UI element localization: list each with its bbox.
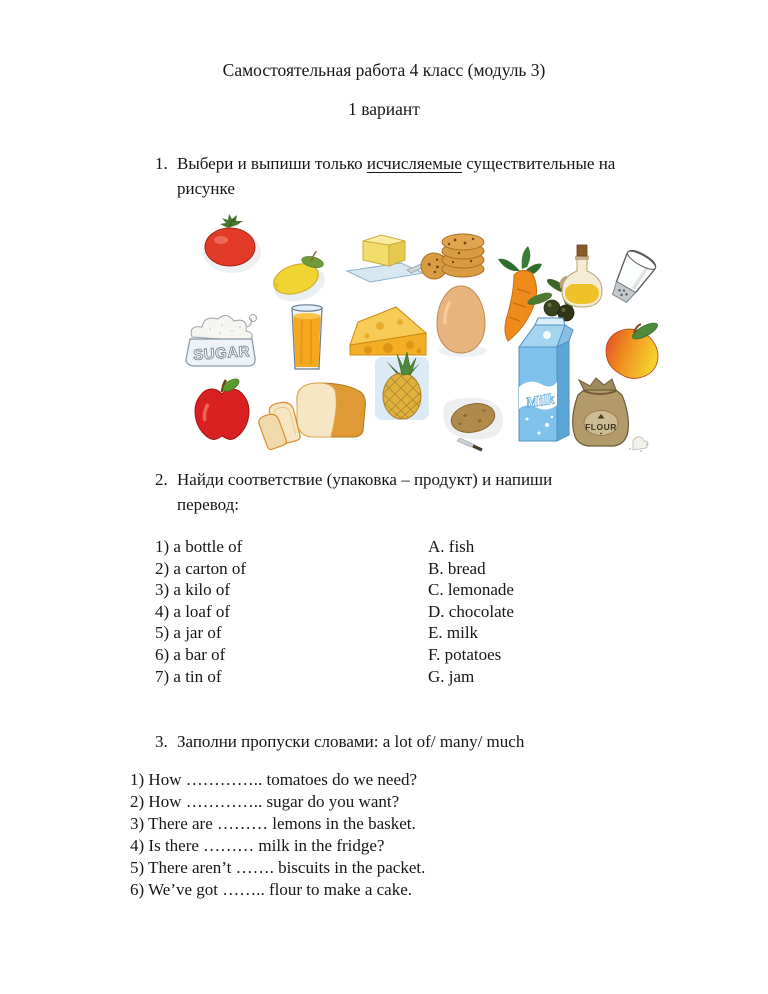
matching-list (155, 536, 514, 687)
task3-heading (155, 729, 715, 754)
match-left-item: 1) a bottle of (155, 537, 243, 556)
tomato-icon (203, 214, 261, 273)
task1-underlined-word: исчисляемые (366, 154, 462, 173)
match-right-item: B. bread (428, 558, 486, 578)
cheese-icon (350, 307, 426, 355)
flour-label: FLOUR (585, 422, 617, 432)
match-left-item: 4) a loaf of (155, 601, 231, 621)
page-title: Самостоятельная работа 4 класс (модуль 3) (222, 60, 546, 80)
orange-juice-icon (292, 305, 322, 369)
variant-label: 1 вариант (348, 99, 420, 119)
olive-oil-icon (561, 245, 602, 307)
food-clipart-figure (170, 205, 700, 461)
potato-icon (443, 398, 503, 450)
sentence: 6) We’ve got …….. flour to make a cake. (130, 880, 413, 899)
match-right-item: F. potatoes (428, 644, 502, 664)
sugar-bowl-icon (186, 315, 257, 367)
match-row (155, 644, 514, 666)
match-left-item: 2) a carton of (155, 558, 247, 578)
sugar-label: SUGAR (192, 343, 251, 365)
task3-number: 3. (155, 732, 168, 751)
task1-number: 1. (155, 154, 168, 173)
sentence: 1) How ………….. tomatoes do we need? (130, 770, 418, 789)
match-left-item: 3) a kilo of (155, 580, 231, 600)
food-clipart-svg (170, 205, 700, 461)
egg-icon (437, 286, 487, 357)
flour-sack-icon (573, 378, 648, 452)
match-row (155, 536, 514, 558)
match-left-item: 6) a bar of (155, 644, 226, 664)
sentence: 5) There aren’t ……. biscuits in the packet. (130, 858, 426, 877)
match-right-item: G. jam (428, 666, 475, 686)
match-row (155, 622, 514, 644)
bread-icon (257, 383, 365, 451)
task2-heading (155, 467, 675, 517)
match-right-item: C. lemonade (428, 580, 514, 600)
match-row (155, 601, 514, 623)
sentence: 4) Is there ……… milk in the fridge? (130, 836, 385, 855)
task1-text: Выбери и выпиши только (177, 154, 367, 173)
match-row (155, 666, 514, 688)
milk-label: Milk (524, 391, 556, 412)
sentence: 2) How ………….. sugar do you want? (130, 792, 400, 811)
biscuits-icon (418, 234, 484, 282)
milk-carton-icon (519, 318, 573, 441)
match-right-item: E. milk (428, 623, 479, 643)
lemon-icon (267, 249, 334, 308)
task2-line2: перевод: (177, 495, 239, 514)
task1-heading (155, 151, 717, 201)
match-left-item: 7) a tin of (155, 666, 222, 686)
sentence-list (130, 769, 730, 901)
match-row (155, 579, 514, 601)
match-row (155, 558, 514, 580)
match-right-item: A. fish (428, 537, 475, 556)
salt-icon (606, 247, 659, 306)
match-left-item: 5) a jar of (155, 623, 222, 643)
pineapple-icon (375, 352, 429, 422)
match-right-item: D. chocolate (428, 601, 514, 621)
apple-icon (195, 376, 249, 439)
task3-text: Заполни пропуски словами: a lot of/ many/ much (177, 732, 525, 751)
task1-text-after: существительные на (461, 154, 616, 173)
task1-line2: рисунке (177, 179, 235, 198)
task2-line1: Найди соответствие (упаковка – продукт) и напиши (177, 470, 553, 489)
sentence: 3) There are ……… lemons in the basket. (130, 814, 416, 833)
mango-icon (606, 320, 660, 378)
task2-number: 2. (155, 470, 168, 489)
